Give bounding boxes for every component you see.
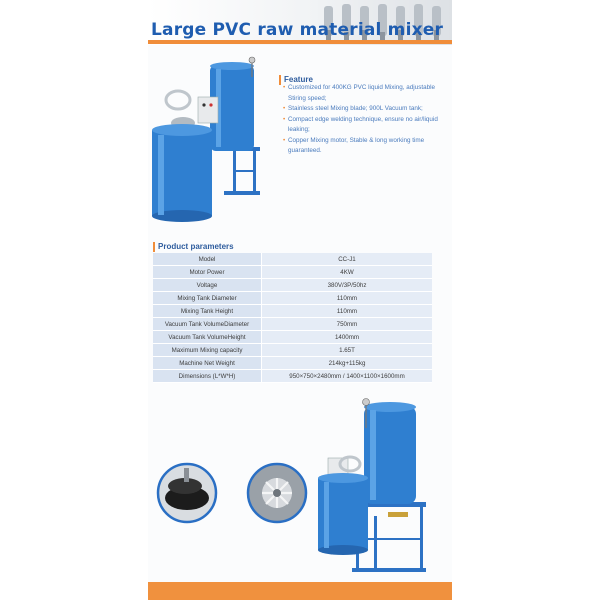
title-underline (148, 40, 452, 44)
param-label: Motor Power (153, 266, 262, 279)
param-label: Mixing Tank Diameter (153, 292, 262, 305)
table-row (153, 370, 432, 383)
param-label: Model (153, 253, 262, 266)
page-title: Large PVC raw material mixer (151, 20, 444, 40)
param-value: 380V/3P/50hz (262, 279, 433, 292)
param-value: 4KW (262, 266, 433, 279)
param-value: 950×750×2480mm / 1400×1100×1600mm (262, 370, 433, 383)
table-row (153, 292, 432, 305)
table-row (153, 357, 432, 370)
param-label: Mixing Tank Height (153, 305, 262, 318)
table-row (153, 253, 432, 266)
param-label: Voltage (153, 279, 262, 292)
param-value: 750mm (262, 318, 433, 331)
mixer-machine-image (148, 55, 273, 225)
table-row (153, 318, 432, 331)
feature-item: • Customized for 400KG PVC liquid Mixing, adjustable Stiring speed; (283, 83, 448, 104)
param-label: Maximum Mixing capacity (153, 344, 262, 357)
product-parameters-table (153, 253, 432, 383)
table-row (153, 344, 432, 357)
param-label: Vacuum Tank VolumeHeight (153, 331, 262, 344)
param-value: 214kg+115kg (262, 357, 433, 370)
footer-bar (148, 582, 452, 600)
param-value: 110mm (262, 292, 433, 305)
param-label: Machine Net Weight (153, 357, 262, 370)
detail-blade-image (246, 462, 308, 524)
feature-item: • Compact edge welding technique, ensure no air/liquid leaking; (283, 115, 448, 136)
table-row (153, 266, 432, 279)
param-label: Dimensions (L*W*H) (153, 370, 262, 383)
table-row (153, 331, 432, 344)
feature-item: • Copper Mixing motor, Stable & long working time guaranteed. (283, 136, 448, 157)
param-value: 1.65T (262, 344, 433, 357)
mixer-machine-side-image (312, 398, 434, 578)
product-parameters-heading: Product parameters (153, 242, 234, 252)
feature-item: • Stainless steel Mixing blade; 900L Vacuum tank; (283, 104, 448, 115)
table-row (153, 305, 432, 318)
param-value: CC-J1 (262, 253, 433, 266)
param-label: Vacuum Tank VolumeDiameter (153, 318, 262, 331)
param-value: 1400mm (262, 331, 433, 344)
feature-heading: Feature (279, 75, 313, 85)
detail-lid-image (156, 462, 218, 524)
feature-list (283, 83, 448, 157)
param-value: 110mm (262, 305, 433, 318)
table-row (153, 279, 432, 292)
